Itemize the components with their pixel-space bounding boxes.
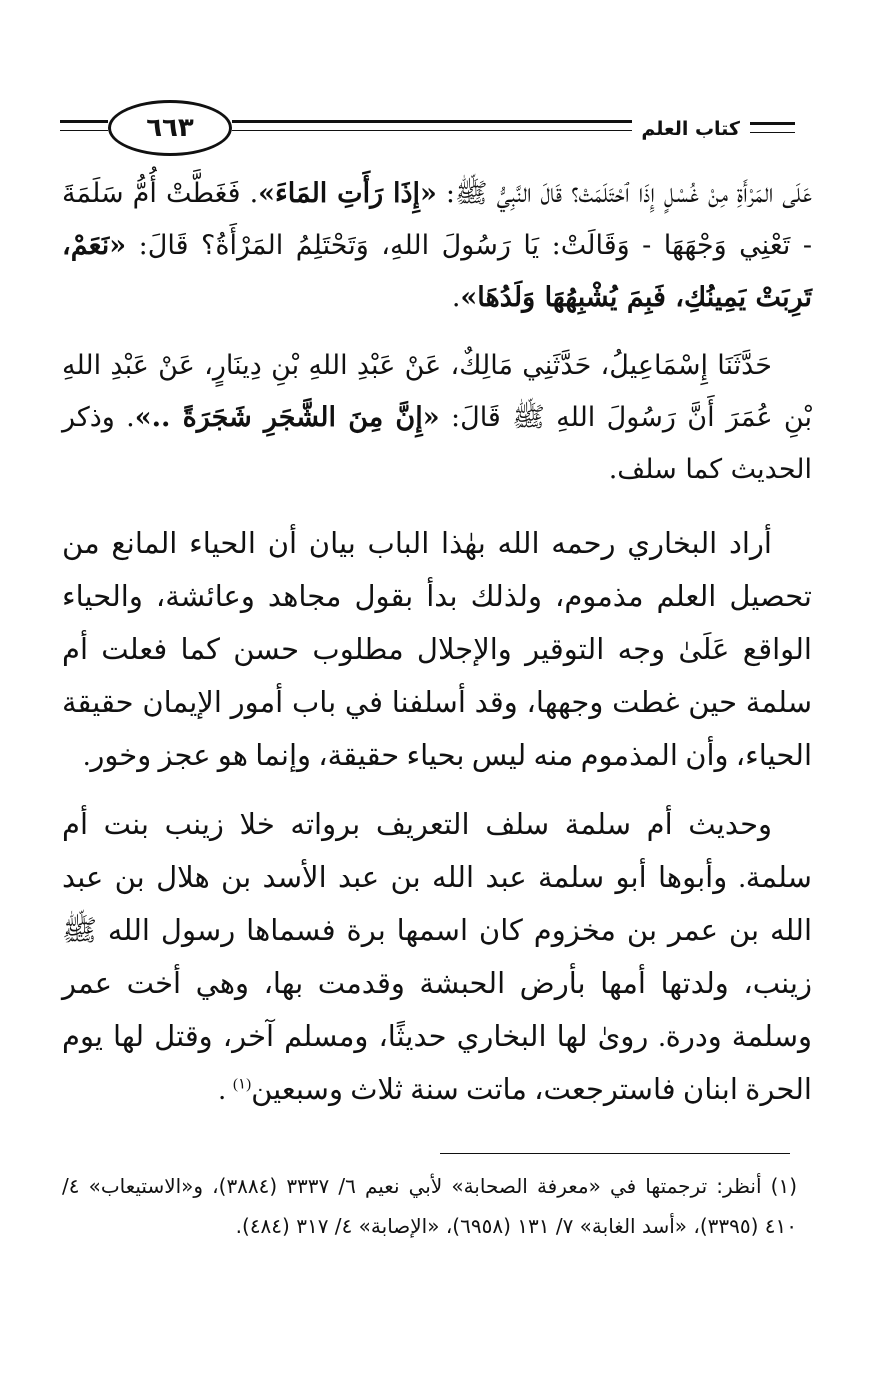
prophet-quote-2: «نَعَمْ، تَرِبَتْ يَمِينُكِ، فَبِمَ يُشْبِهُهَا وَلَدُهَا» xyxy=(62,230,812,313)
hadith-paragraph-2 xyxy=(62,340,812,496)
running-head: كتاب العلم xyxy=(641,118,740,140)
page-number: ٦٦٣ xyxy=(108,100,232,156)
hadith-1-text-a: عَلَى المَرْأَةِ مِنْ غُسْلٍ إِذَا ٱحْتَلَمَتْ؟ قَالَ النَّبِيُّ ﷺ: xyxy=(436,178,813,209)
prophet-quote-3: «إِنَّ مِنَ الشَّجَرِ شَجَرَةً ..» xyxy=(134,402,440,433)
footnote-reference: (١) xyxy=(233,1076,252,1093)
header-rule-middle-top xyxy=(232,120,632,123)
commentary-paragraph-1: أراد البخاري رحمه الله بهٰذا الباب بيان أن الحياء المانع من تحصيل العلم مذموم، ولذلك بدأ بقول مجاهد وعائشة، والحياء الواقع عَلَىٰ وجه التوقير والإجلال مطلوب حسن كما فعلت أم سلمة حين غطت وجهها، وقد أسلفنا في باب أمور الإيمان حقيقة الحياء، وأن المذموم منه ليس بحياء حقيقة، وإنما هو عجز وخور. xyxy=(62,528,812,772)
commentary-2-text: وحديث أم سلمة سلف التعريف برواته خلا زينب بنت أم سلمة. وأبوها أبو سلمة عبد الله بن عبد الأسد بن هلال بن عبد الله بن عمر بن مخزوم كان اسمها برة فسماها رسول الله ﷺ زينب، ولدتها أمها بأرض الحبشة وقدمت بها، وهي أخت عمر وسلمة ودرة. روىٰ لها البخاري حديثًا، ومسلم آخر، وقتل لها يوم الحرة ابنان فاسترجعت، ماتت سنة ثلاث وسبعين xyxy=(62,809,812,1106)
commentary-2-end: . xyxy=(218,1074,234,1106)
header-rule-right-top xyxy=(750,122,795,125)
prophet-quote-1: «إِذَا رَأَتِ المَاءَ» xyxy=(258,178,437,209)
header-rule-middle-bottom xyxy=(232,130,632,131)
header-rule-left-bottom xyxy=(60,130,108,131)
footnote-text: (١) أنظر: ترجمتها في «معرفة الصحابة» لأبي نعيم ٦/ ٣٣٣٧ (٣٨٨٤)، و«الاستيعاب» ٤/ ٤١٠ (٣٣٩٥)، «أسد الغابة» ٧/ ١٣١ (٦٩٥٨)، «الإصابة» ٤/ ٣١٧ (٤٨٤). xyxy=(62,1174,797,1238)
hadith-1-text-b: . فَغَطَّتْ أُمُّ سَلَمَةَ - تَعْنِي وَجْهَهَا - وَقَالَتْ: يَا رَسُولَ اللهِ، وَتَحْتَلِمُ المَرْأَةُ؟ قَالَ: xyxy=(62,178,812,261)
page-header xyxy=(60,100,800,160)
hadith-2-text-a: حَدَّثَنَا إِسْمَاعِيلُ، حَدَّثَنِي مَالِكٌ، عَنْ عَبْدِ اللهِ بْنِ دِينَارٍ، عَنْ عَبْدِ اللهِ بْنِ عُمَرَ أَنَّ رَسُولَ اللهِ ﷺ قَالَ: xyxy=(62,350,813,433)
commentary-paragraph-2 xyxy=(62,799,812,1117)
footnote xyxy=(62,1166,797,1246)
footnote-separator xyxy=(440,1153,790,1154)
hadith-2-text-b: . وذكر الحديث كما سلف. xyxy=(62,402,812,485)
hadith-1-text-c: . xyxy=(451,282,461,313)
header-rule-left-top xyxy=(60,120,108,123)
main-text xyxy=(62,168,812,1133)
header-rule-right-bottom xyxy=(750,132,795,133)
hadith-paragraph-1 xyxy=(62,168,812,324)
